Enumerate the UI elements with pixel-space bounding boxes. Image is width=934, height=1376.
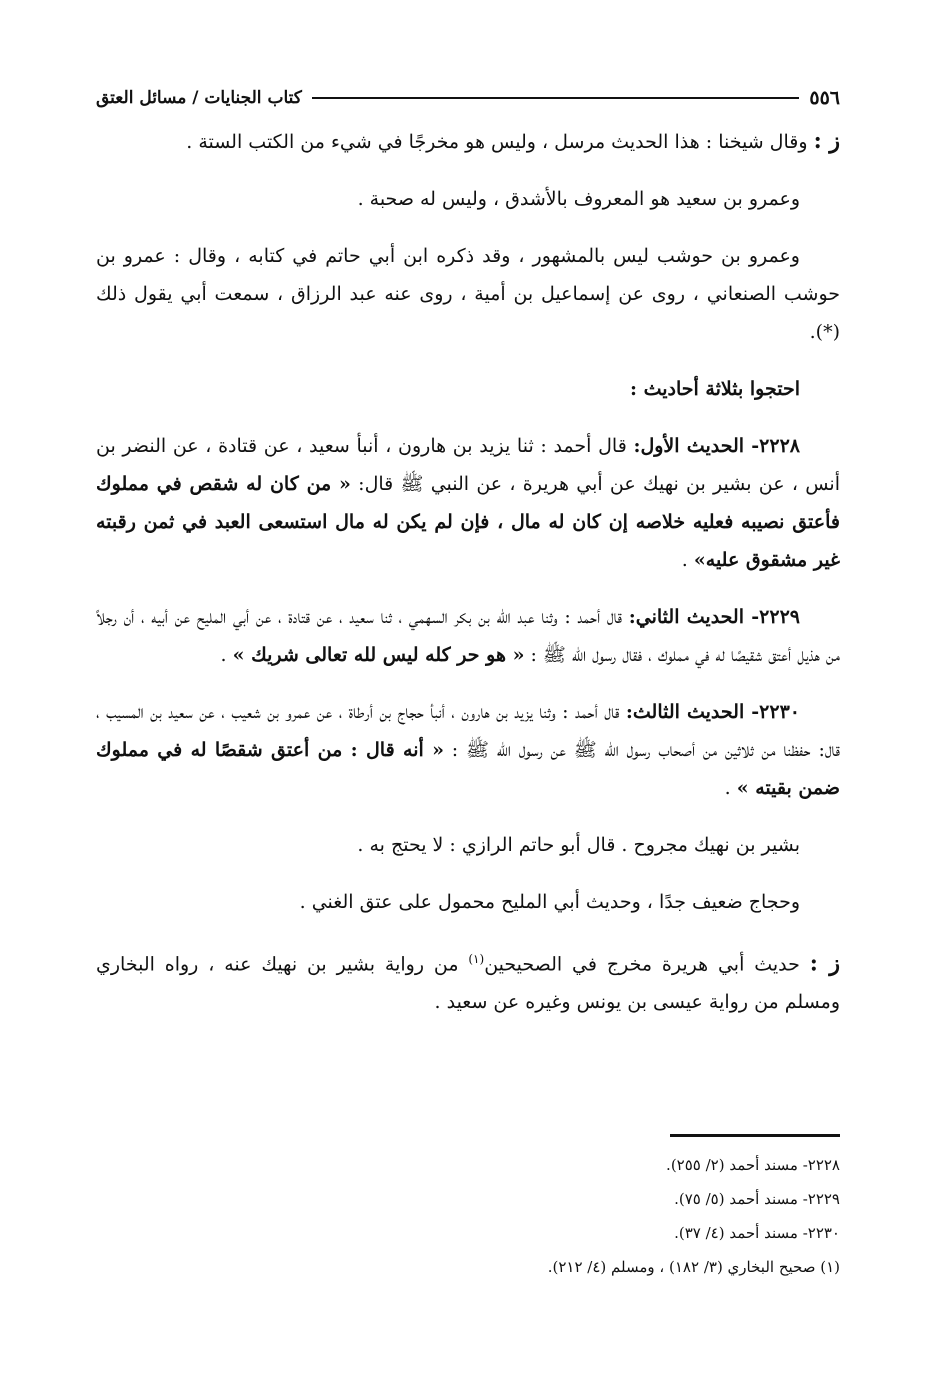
footnote-ref[interactable]: (١) [468, 952, 485, 966]
hadith-quote: « أنه قال : من أعتق شقصًا له في مملوك ضمن بقيته » [96, 739, 840, 799]
paragraph-3 [96, 237, 840, 351]
footnote-item: ٢٢٢٨- مسند أحمد (٢/ ٢٥٥). [666, 1156, 840, 1174]
hadith-chain: قال أحمد : ثنا يزيد بن هارون ، أنبأ سعيد ، عن قتادة ، عن النضر بن أنس ، عن بشير بن نهيك عن أبي هريرة ، عن النبي ﷺ قال: [96, 435, 840, 495]
section-heading [96, 370, 840, 408]
paragraph-text: بشير بن نهيك مجروح . قال أبو حاتم الرازي : لا يحتج به . [357, 834, 800, 856]
hadith-lead: ٢٢٣٠- الحديث الثالث: [625, 701, 800, 723]
hadith-2230 [96, 693, 840, 807]
paragraph-narrator [96, 826, 840, 864]
paragraph-2 [96, 180, 840, 218]
hadith-lead: ٢٢٢٨- الحديث الأول: [633, 435, 800, 457]
paragraph-final [96, 940, 840, 1021]
footnote-item: ٢٢٢٩- مسند أحمد (٥/ ٧٥). [674, 1190, 840, 1208]
hadith-quote: « هو حر كله ليس لله تعالى شريك » [232, 644, 525, 666]
paragraph-hajjaj [96, 883, 840, 921]
paragraph-text: وقال شيخنا : هذا الحديث مرسل ، وليس هو مخرجًا في شيء من الكتب الستة . [186, 131, 808, 153]
zayd-mark: ز : [809, 950, 841, 977]
footnotes [96, 1148, 840, 1284]
hadith-tail: . [220, 644, 233, 666]
hadith-chain: قال أحمد : وثنا عبد الله بن بكر السهمي ، ثنا سعيد ، عن قتادة ، عن أبي المليح عن أبيه ، أن رجلاً من هذيل أعتق شقيصًا له في مملوك ، فقال رسول الله ﷺ : [96, 606, 840, 666]
paragraph-text: حديث أبي هريرة مخرج في الصحيحين [484, 953, 800, 976]
footnote-item: ٢٢٣٠- مسند أحمد (٤/ ٣٧). [674, 1224, 840, 1242]
hadith-tail: . [681, 549, 694, 571]
header-rule [312, 97, 800, 99]
hadith-lead: ٢٢٢٩- الحديث الثاني: [628, 606, 800, 628]
page-number: ٥٥٦ [809, 87, 840, 109]
footnote-rule [670, 1134, 840, 1137]
hadith-2228 [96, 427, 840, 579]
page-header [96, 82, 840, 114]
hadith-2229 [96, 598, 840, 674]
footnote-item: (١) صحيح البخاري (٣/ ١٨٢) ، ومسلم (٤/ ٢١٢). [547, 1258, 840, 1276]
zayd-mark: ز : [813, 128, 840, 154]
paragraph-text: وعمرو بن سعيد هو المعروف بالأشدق ، وليس له صحبة . [357, 188, 800, 210]
hadith-tail: . [724, 777, 737, 799]
hadith-quote: « من كان له شقص في مملوك فأعتق نصيبه فعليه خلاصه إن كان له مال ، فإن لم يكن له مال استسعى العبد في ثمن رقبته غير مشقوق عليه» [96, 473, 840, 571]
paragraph-text: وحجاج ضعيف جدًا ، وحديث أبي المليح محمول على عتق الغني . [299, 891, 800, 913]
paragraph-1 [96, 122, 840, 161]
paragraph-text: وعمرو بن حوشب ليس بالمشهور ، وقد ذكره ابن أبي حاتم في كتابه ، وقال : عمرو بن حوشب الصنعاني ، روى عن إسماعيل بن أمية ، روى عنه عبد الرزاق ، سمعت أبي يقول ذلك (*). [96, 245, 840, 343]
running-title: كتاب الجنايات / مسائل العتق [96, 88, 302, 108]
hadith-chain: قال أحمد : وثنا يزيد بن هارون ، أنبأ حجاج بن أرطاة ، عن عمرو بن شعيب ، عن سعيد بن المسيب ، قال: حفظنا من ثلاثين من أصحاب رسول الله ﷺ عن رسول الله ﷺ : [96, 701, 840, 761]
heading-text: احتجوا بثلاثة أحاديث : [629, 378, 800, 400]
paragraph-text: من رواية بشير بن نهيك عنه ، رواه البخاري ومسلم من رواية عيسى بن يونس وغيره عن سعيد . [96, 953, 840, 1014]
main-text [96, 122, 840, 1040]
